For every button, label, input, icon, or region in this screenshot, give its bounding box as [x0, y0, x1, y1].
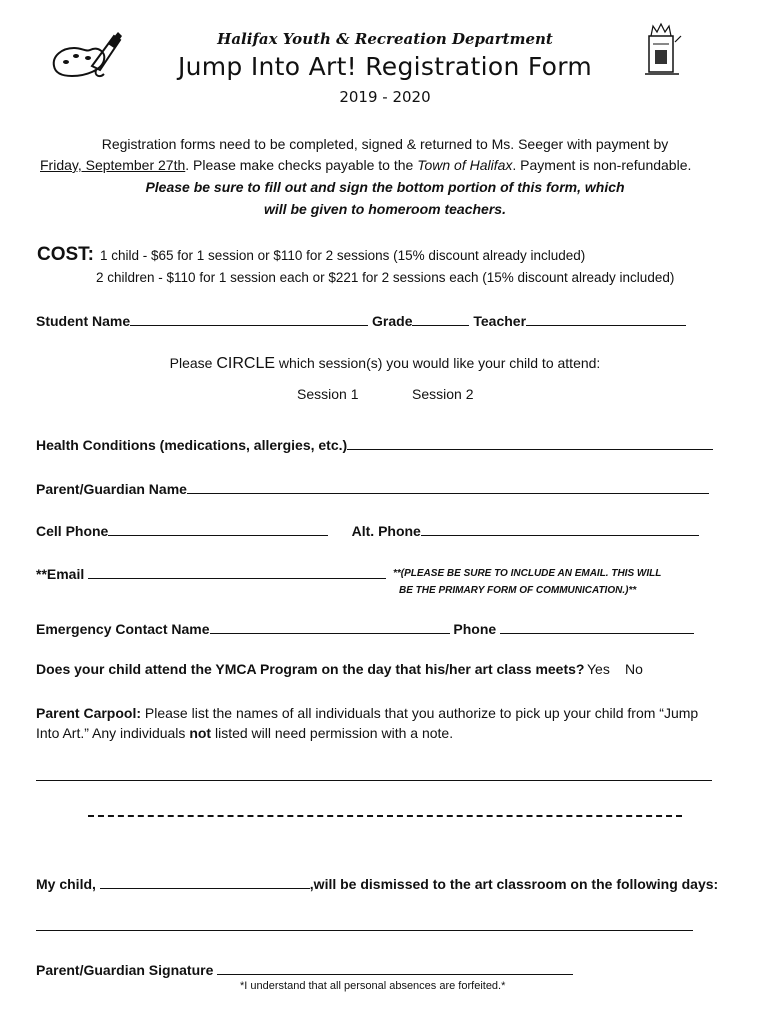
cell-phone-field[interactable]	[108, 521, 328, 536]
email-note-1: **(PLEASE BE SURE TO INCLUDE AN EMAIL. THIS WILL	[393, 568, 662, 579]
emergency-contact-label: Emergency Contact Name	[36, 621, 210, 637]
carpool-names-field[interactable]	[36, 780, 712, 781]
emergency-phone-label: Phone	[453, 621, 497, 637]
cost-line-2: 2 children - $110 for 1 session each or $221 for 2 sessions each (15% discount already included)	[96, 270, 675, 285]
intro-line-2: Friday, September 27th. Please make checks payable to the Town of Halifax. Payment is non-refundable.	[40, 157, 692, 173]
deadline-date: Friday, September 27th	[40, 157, 186, 173]
email-row	[36, 564, 386, 582]
absence-footnote: *I understand that all personal absences are forfeited.*	[240, 980, 506, 992]
signature-row	[36, 960, 573, 978]
session-instruction: Please CIRCLE which session(s) you would like your child to attend:	[169, 355, 601, 372]
cost-label: COST:	[37, 244, 94, 265]
my-child-label: My child,	[36, 876, 96, 892]
parent-name-label: Parent/Guardian Name	[36, 481, 187, 497]
session-1-option[interactable]: Session 1	[297, 386, 359, 402]
ymca-no-option[interactable]: No	[625, 661, 643, 677]
cost-line-1: 1 child - $65 for 1 session or $110 for 2 sessions (15% discount already included)	[100, 248, 586, 263]
parent-row	[36, 479, 709, 497]
email-note-2: BE THE PRIMARY FORM OF COMMUNICATION.)**	[399, 585, 637, 596]
student-name-field[interactable]	[130, 311, 368, 326]
email-field[interactable]	[88, 564, 386, 579]
carpool-line-1: Parent Carpool: Please list the names of all individuals that you authorize to pick up your child from “Jump	[36, 705, 699, 721]
ymca-yes-option[interactable]: Yes	[587, 661, 610, 677]
emergency-phone-field[interactable]	[500, 619, 694, 634]
my-child-name-field[interactable]	[100, 874, 310, 889]
carpool-label: Parent Carpool:	[36, 705, 142, 721]
intro-line-3: Please be sure to fill out and sign the bottom portion of this form, which	[145, 179, 625, 195]
parent-name-field[interactable]	[187, 479, 709, 494]
intro-line-4: will be given to homeroom teachers.	[264, 201, 506, 217]
alt-phone-field[interactable]	[421, 521, 699, 536]
signature-field[interactable]	[217, 960, 573, 975]
circle-word: CIRCLE	[216, 355, 276, 372]
cell-phone-label: Cell Phone	[36, 523, 109, 539]
school-year: 2019 - 2020	[339, 88, 431, 106]
student-row	[36, 311, 686, 329]
form-title: Jump Into Art! Registration Form	[177, 52, 593, 81]
emergency-contact-field[interactable]	[210, 619, 450, 634]
cut-line	[88, 815, 682, 827]
my-child-row	[36, 874, 718, 892]
signature-label: Parent/Guardian Signature	[36, 962, 214, 978]
grade-field[interactable]	[412, 311, 469, 326]
ymca-question: Does your child attend the YMCA Program on the day that his/her art class meets?	[36, 661, 585, 677]
student-name-label: Student Name	[36, 313, 131, 329]
health-field[interactable]	[347, 435, 713, 450]
health-label: Health Conditions (medications, allergies, etc.)	[36, 437, 348, 453]
dismissal-days-field[interactable]	[36, 930, 693, 931]
teacher-field[interactable]	[526, 311, 686, 326]
emergency-row	[36, 619, 694, 637]
grade-label: Grade	[372, 313, 413, 329]
carpool-line-2: Into Art.” Any individuals not listed will need permission with a note.	[36, 725, 454, 741]
dismissal-text: ,will be dismissed to the art classroom on the following days:	[309, 876, 719, 892]
health-row	[36, 435, 713, 453]
phone-row	[36, 521, 699, 539]
intro-line-1: Registration forms need to be completed, signed & returned to Ms. Seeger with payment by	[101, 136, 669, 152]
session-2-option[interactable]: Session 2	[412, 386, 474, 402]
payee-name: Town of Halifax	[417, 157, 513, 173]
email-label: **Email	[36, 566, 85, 582]
alt-phone-label: Alt. Phone	[351, 523, 421, 539]
carpool-not: not	[189, 725, 212, 741]
department-name: Halifax Youth & Recreation Department	[217, 30, 553, 48]
teacher-label: Teacher	[473, 313, 527, 329]
